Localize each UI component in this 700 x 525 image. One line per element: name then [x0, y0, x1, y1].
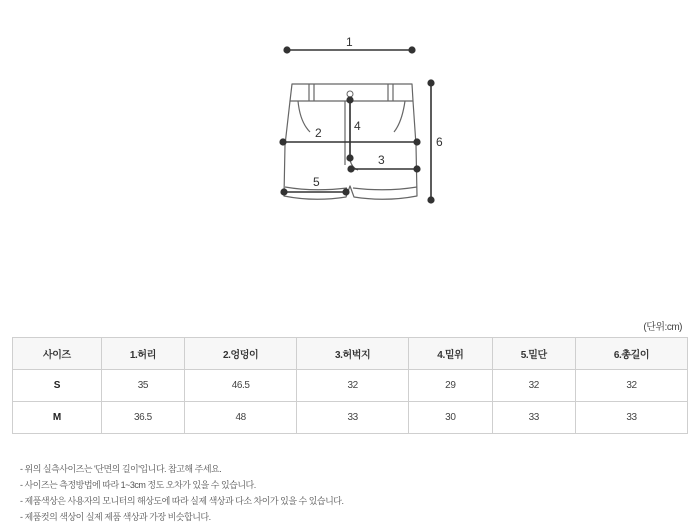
measure-label-4: 4	[354, 119, 361, 133]
table-cell: 35	[101, 370, 184, 402]
table-cell: 29	[409, 370, 492, 402]
measure-label-5: 5	[313, 175, 320, 189]
size-cell: M	[13, 402, 102, 434]
table-row	[13, 370, 688, 402]
note-line: - 제품컷의 색상이 실제 제품 색상과 가장 비슷합니다.	[20, 512, 211, 522]
shorts-measurement-diagram	[0, 0, 700, 230]
header-hip: 2.엉덩이	[185, 338, 297, 370]
table-cell: 32	[492, 370, 575, 402]
table-cell: 33	[575, 402, 687, 434]
table-cell: 48	[185, 402, 297, 434]
waist-button-icon	[347, 91, 353, 97]
table-cell: 36.5	[101, 402, 184, 434]
note-line: - 제품색상은 사용자의 모니터의 해상도에 따라 실제 색상과 다소 차이가 있을 수 있습니다.	[20, 496, 344, 506]
header-hem: 5.밑단	[492, 338, 575, 370]
size-table	[12, 337, 688, 434]
size-notes	[20, 461, 344, 525]
unit-label: (단위:cm)	[643, 322, 682, 333]
header-rise: 4.밑위	[409, 338, 492, 370]
note-line: - 위의 실측사이즈는 '단면의 길이'입니다. 참고해 주세요.	[20, 464, 222, 474]
table-header-row	[13, 338, 688, 370]
table-cell: 32	[575, 370, 687, 402]
size-cell: S	[13, 370, 102, 402]
header-total-length: 6.총길이	[575, 338, 687, 370]
table-row	[13, 402, 688, 434]
measure-label-2: 2	[315, 126, 322, 140]
header-thigh: 3.허벅지	[297, 338, 409, 370]
measure-label-6: 6	[436, 135, 443, 149]
measure-label-1: 1	[346, 35, 353, 49]
header-waist: 1.허리	[101, 338, 184, 370]
measure-label-3: 3	[378, 153, 385, 167]
table-cell: 32	[297, 370, 409, 402]
table-cell: 33	[297, 402, 409, 434]
table-cell: 33	[492, 402, 575, 434]
header-size: 사이즈	[13, 338, 102, 370]
table-cell: 30	[409, 402, 492, 434]
table-cell: 46.5	[185, 370, 297, 402]
note-line: - 사이즈는 측정방법에 따라 1~3cm 정도 오차가 있을 수 있습니다.	[20, 480, 256, 490]
